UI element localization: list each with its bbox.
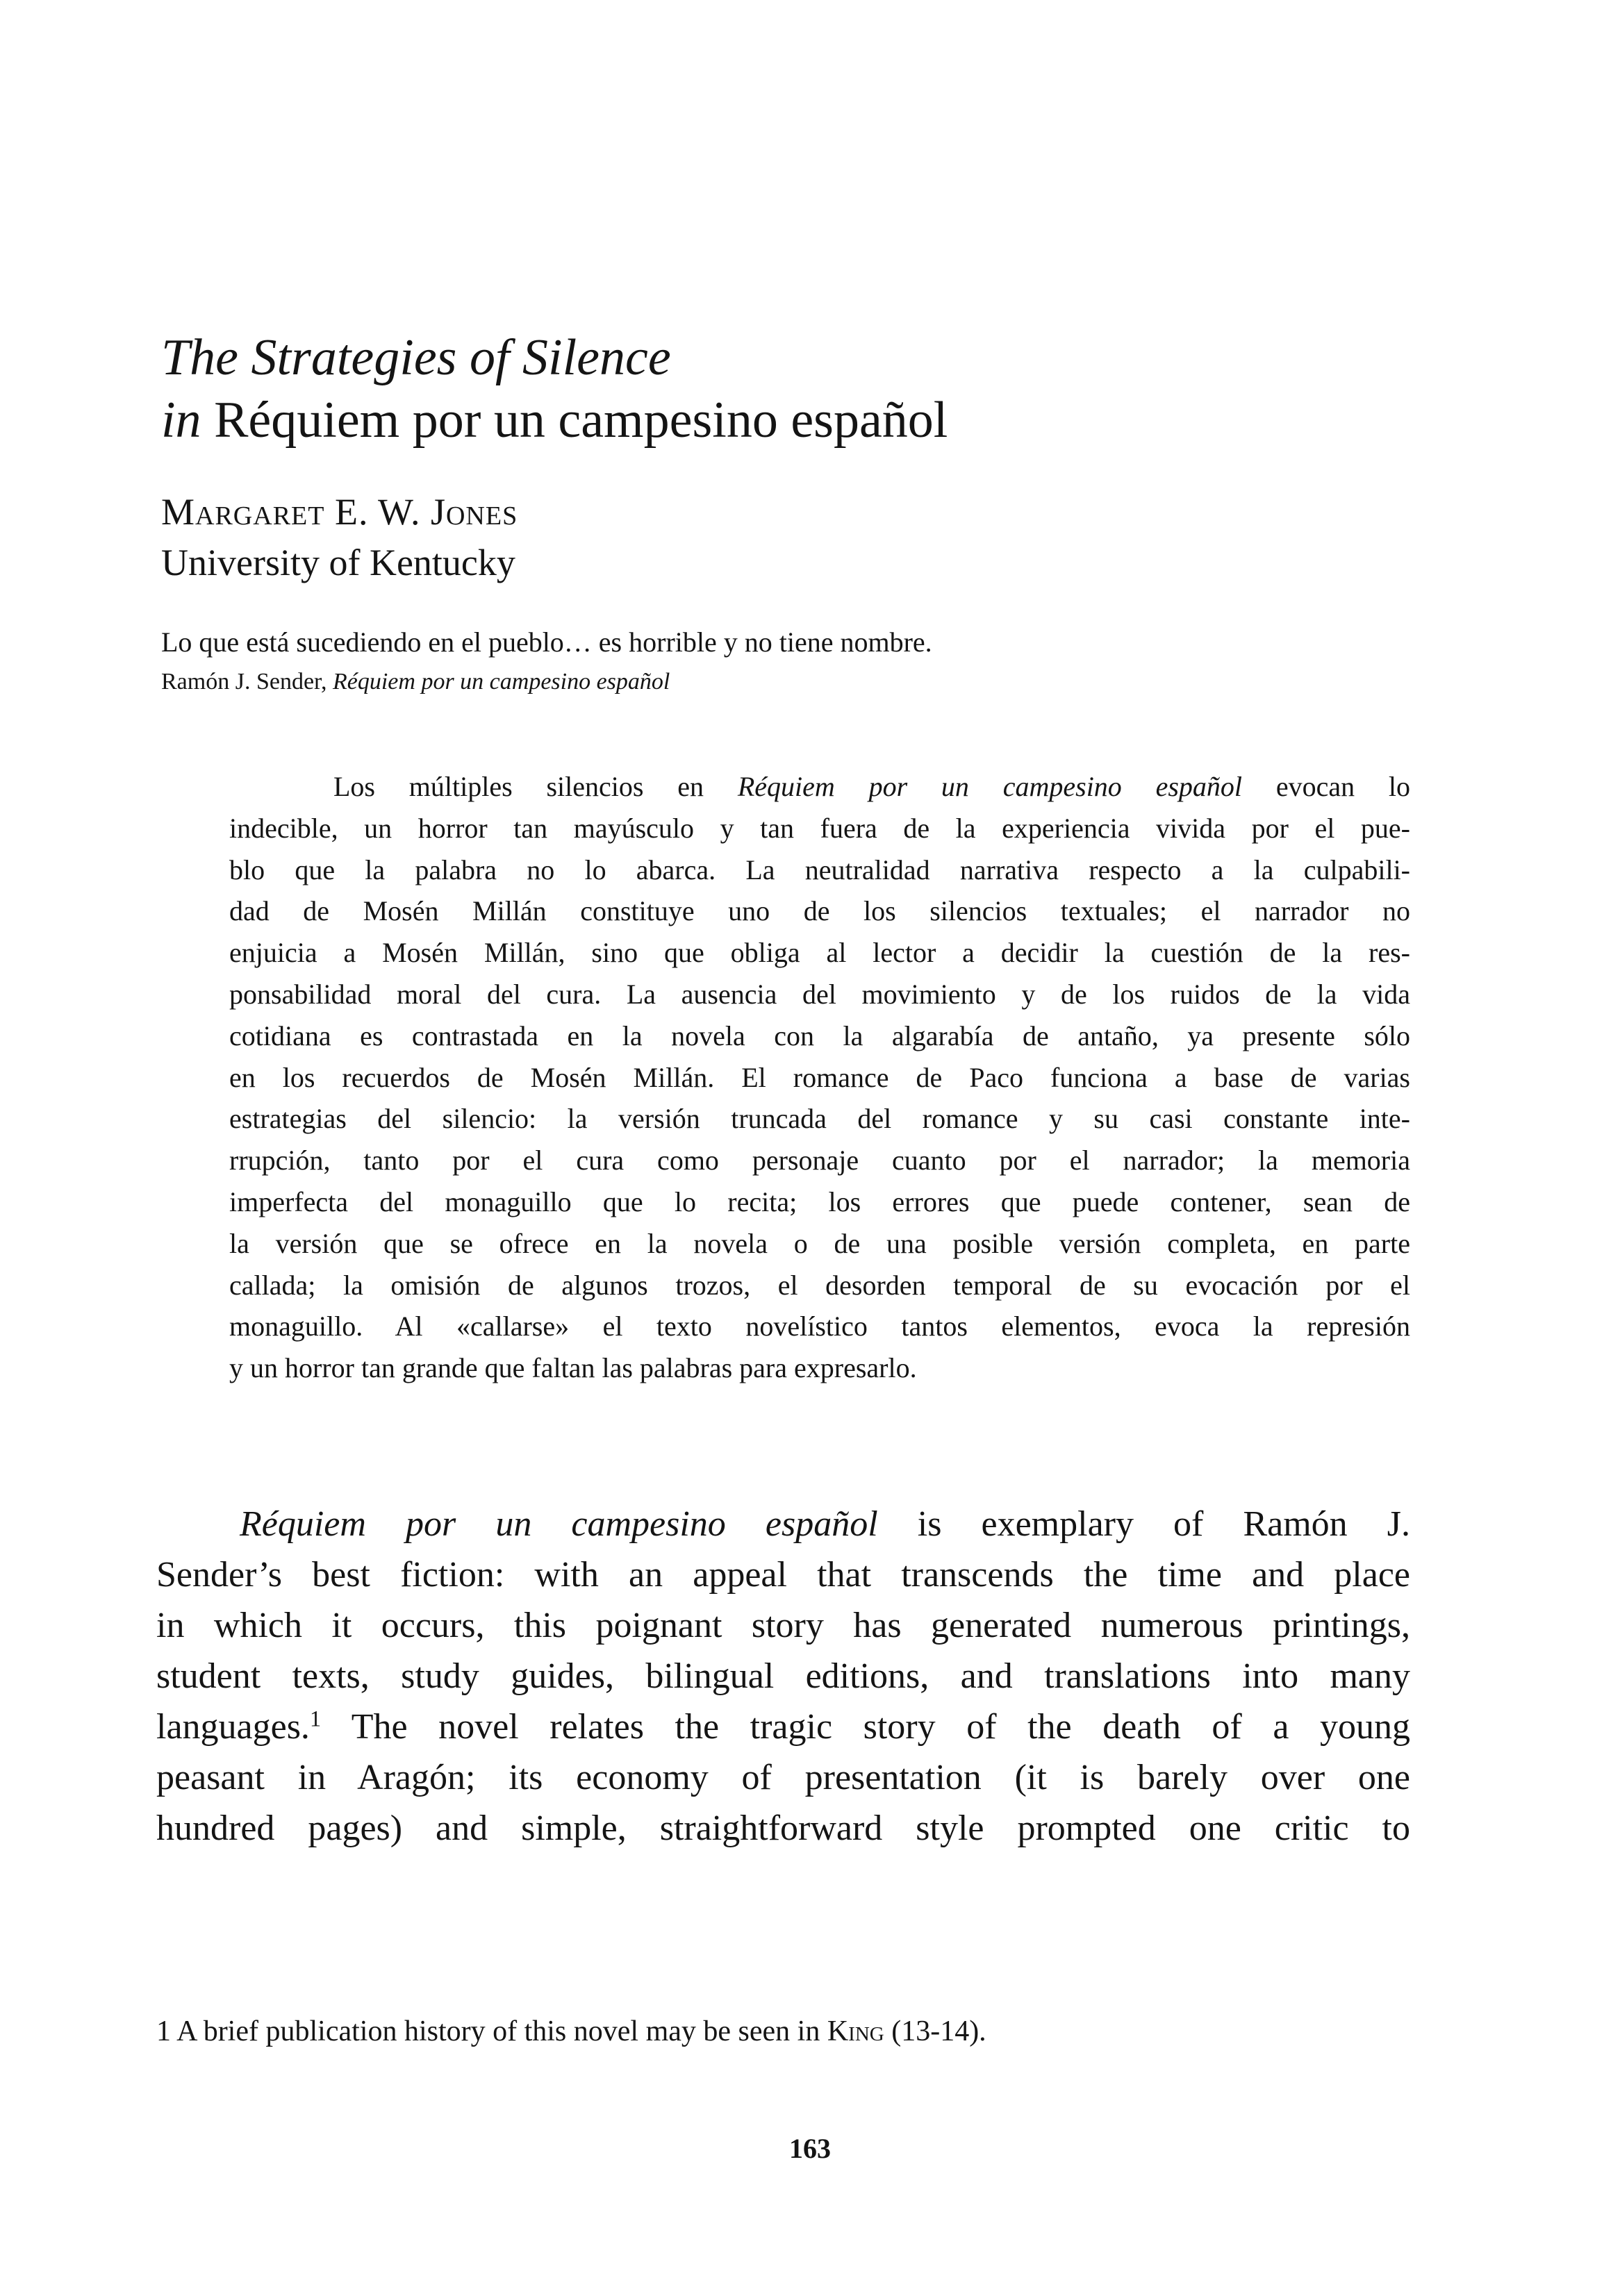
abstract-line [229,808,1410,849]
abstract-text: dad de Mosén Millán constituye uno de los silencios textuales; el narrador no [229,895,1410,927]
abstract-text: enjuicia a Mosén Millán, sino que obliga al lector a decidir la cuestión de la res- [229,937,1410,969]
body-line [156,1752,1410,1803]
abstract-text: monaguillo. Al «callarse» el texto novelístico tantos elementos, evoca la represión [229,1311,1410,1342]
abstract-text: Los múltiples silencios en [333,771,738,802]
epigraph-source-work: Réquiem por un campesino español [333,669,670,694]
body-text-run: hundred pages) and simple, straightforward style prompted one critic to [156,1808,1410,1848]
abstract-line [229,1265,1410,1306]
abstract-line [229,1223,1410,1265]
abstract-line [229,1015,1410,1057]
abstract-line [229,766,1410,808]
abstract-line [229,849,1410,891]
page-number: 163 [789,2133,831,2164]
abstract-text: rrupción, tanto por el cura como personaje cuanto por el narrador; la memoria [229,1145,1410,1176]
body-line [156,1600,1410,1651]
footnote-text: A brief publication history of this novel may be seen in [171,2015,827,2047]
author-name: Margaret E. W. Jones [161,491,518,533]
footnote-citation: King [827,2015,884,2047]
abstract-line [229,1140,1410,1181]
body-line [156,1549,1410,1600]
body-text-run: languages. [156,1707,310,1747]
abstract-italic-title: Réquiem por un campesino español [737,771,1243,802]
title-prefix: in [161,392,201,449]
body-italic-title: Réquiem por un campesino español [240,1504,878,1544]
body-text-run: Sender’s best fiction: with an appeal that transcends the time and place [156,1555,1410,1595]
abstract-text: en los recuerdos de Mosén Millán. El romance de Paco funciona a base de varias [229,1061,1410,1093]
body-text-run: in which it occurs, this poignant story has generated numerous printings, [156,1606,1410,1645]
abstract-line [229,932,1410,974]
body-text-run: peasant in Aragón; its economy of presentation (it is barely over one [156,1758,1410,1797]
author-affiliation: University of Kentucky [161,542,515,583]
abstract-text: ponsabilidad moral del cura. La ausencia del movimiento y de los ruidos de la vida [229,978,1410,1010]
abstract-line [229,890,1410,932]
title-line-2 [161,389,1481,451]
title-line-1 [161,326,1481,389]
abstract-line [229,1098,1410,1140]
abstract-text: y un horror tan grande que faltan las palabras para expresarlo. [229,1352,917,1384]
body-line [156,1651,1410,1702]
abstract-line [229,1057,1410,1099]
abstract [229,766,1410,1389]
abstract-text: cotidiana es contrastada en la novela con la algarabía de antaño, ya presente sólo [229,1020,1410,1051]
abstract-text: evocan lo [1242,771,1411,802]
body-text-run: student texts, study guides, bilingual editions, and translations into many [156,1656,1410,1696]
body-text-run: The novel relates the tragic story of the death of a young [321,1707,1410,1747]
abstract-line [229,1306,1410,1347]
footnote [156,2013,986,2050]
abstract-line [229,1181,1410,1223]
footnote-marker: 1 [156,2015,171,2047]
body-text [156,1499,1410,1854]
abstract-text: imperfecta del monaguillo que lo recita; los errores que puede contener, sean de [229,1186,1410,1217]
body-line [156,1499,1410,1549]
abstract-line [229,974,1410,1015]
body-line [156,1702,1410,1752]
title-main: The Strategies of Silence [161,329,671,386]
abstract-text: callada; la omisión de algunos trozos, el desorden temporal de su evocación por el [229,1269,1410,1301]
footnote-pages: (13-14). [884,2015,986,2047]
article-title [161,326,1481,451]
footnote-reference: 1 [309,1706,322,1731]
abstract-text: estrategias del silencio: la versión truncada del romance y su casi constante inte- [229,1103,1410,1135]
body-line [156,1803,1410,1854]
epigraph-source [161,667,670,697]
abstract-text: blo que la palabra no lo abarca. La neutralidad narrativa respecto a la culpabili- [229,854,1410,885]
epigraph-source-author: Ramón J. Sender, [161,669,333,694]
epigraph-quote: Lo que está sucediendo en el pueblo… es horrible y no tiene nombre. [161,626,932,658]
abstract-text: la versión que se ofrece en la novela o de una posible versión completa, en parte [229,1227,1410,1259]
abstract-text: indecible, un horror tan mayúsculo y tan fuera de la experiencia vivida por el pue- [229,812,1410,844]
body-text-run: is exemplary of Ramón J. [877,1504,1410,1544]
abstract-line [229,1347,1410,1389]
title-work: Réquiem por un campesino español [214,392,948,449]
